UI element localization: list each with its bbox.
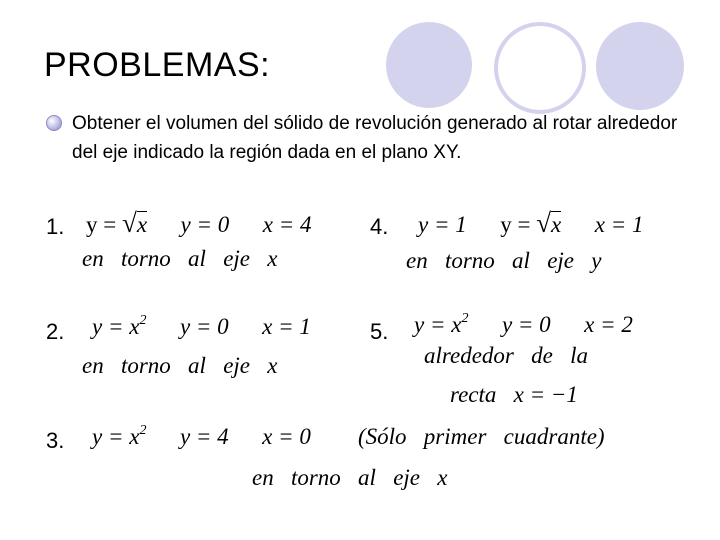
problem-2-eq3: x = 1: [262, 314, 311, 339]
problem-1-eq1-radicand: x: [136, 212, 148, 237]
problem-5-eq3: x = 2: [584, 312, 633, 337]
problem-3-eq2: y = 4: [179, 424, 229, 449]
sqrt-icon: √: [536, 208, 552, 238]
bullet-icon: [46, 115, 62, 131]
problem-1-eq2: y = 0: [180, 212, 230, 237]
problem-2-eq2: y = 0: [179, 314, 229, 339]
problem-2-equations: [92, 314, 311, 340]
decorative-ring-1: [494, 22, 586, 114]
problem-1-eq3: x = 4: [262, 212, 312, 237]
problem-4-eq1: y = 1: [418, 212, 467, 237]
problem-1-eq1-lhs: y =: [86, 212, 122, 237]
problem-5-eq1-exponent: 2: [461, 311, 469, 326]
decorative-circle-2: [596, 22, 684, 110]
problem-4-number: 4.: [370, 214, 389, 239]
problem-2-eq1: y = x: [92, 314, 140, 339]
sqrt-icon: √: [121, 208, 137, 238]
problem-statement: Obtener el volumen del sólido de revolución generado al rotar alrededor del eje indicado la región dada en el plano XY.: [72, 113, 678, 163]
problem-5-axis-line1: alrededor de la: [424, 343, 588, 368]
problem-3-number: 3.: [46, 428, 65, 453]
problem-1-number: 1.: [46, 214, 65, 239]
problem-3-eq3: x = 0: [262, 424, 311, 449]
problem-5-eq1: y = x: [414, 312, 462, 337]
problem-2-axis: en torno al eje x: [82, 353, 278, 378]
problem-4-eq2-lhs: y =: [500, 212, 537, 237]
problem-4-equations: [418, 208, 644, 239]
problem-1-axis: en torno al eje x: [82, 246, 278, 271]
problem-1-equations: [86, 208, 312, 239]
problem-4-eq2-radicand: x: [551, 212, 562, 237]
problem-2-number: 2.: [46, 319, 65, 344]
problem-3-eq1: y = x: [92, 424, 140, 449]
problem-5-axis-line2: recta x = −1: [450, 382, 578, 407]
problem-5-eq2: y = 0: [501, 312, 551, 337]
problem-2-eq1-exponent: 2: [139, 313, 147, 328]
problem-3-eq1-exponent: 2: [139, 423, 147, 438]
problem-5-equations: [414, 312, 633, 338]
problem-3-axis: en torno al eje x: [252, 465, 448, 490]
problem-4-axis: en torno al eje y: [406, 248, 602, 273]
slide-title: PROBLEMAS:: [44, 46, 271, 84]
problem-4-eq3: x = 1: [594, 212, 644, 237]
problem-5-number: 5.: [370, 319, 389, 344]
problem-3-note: (Sólo primer cuadrante): [358, 424, 605, 449]
problem-3-equations: [92, 424, 311, 450]
decorative-circle-1: [386, 22, 472, 108]
